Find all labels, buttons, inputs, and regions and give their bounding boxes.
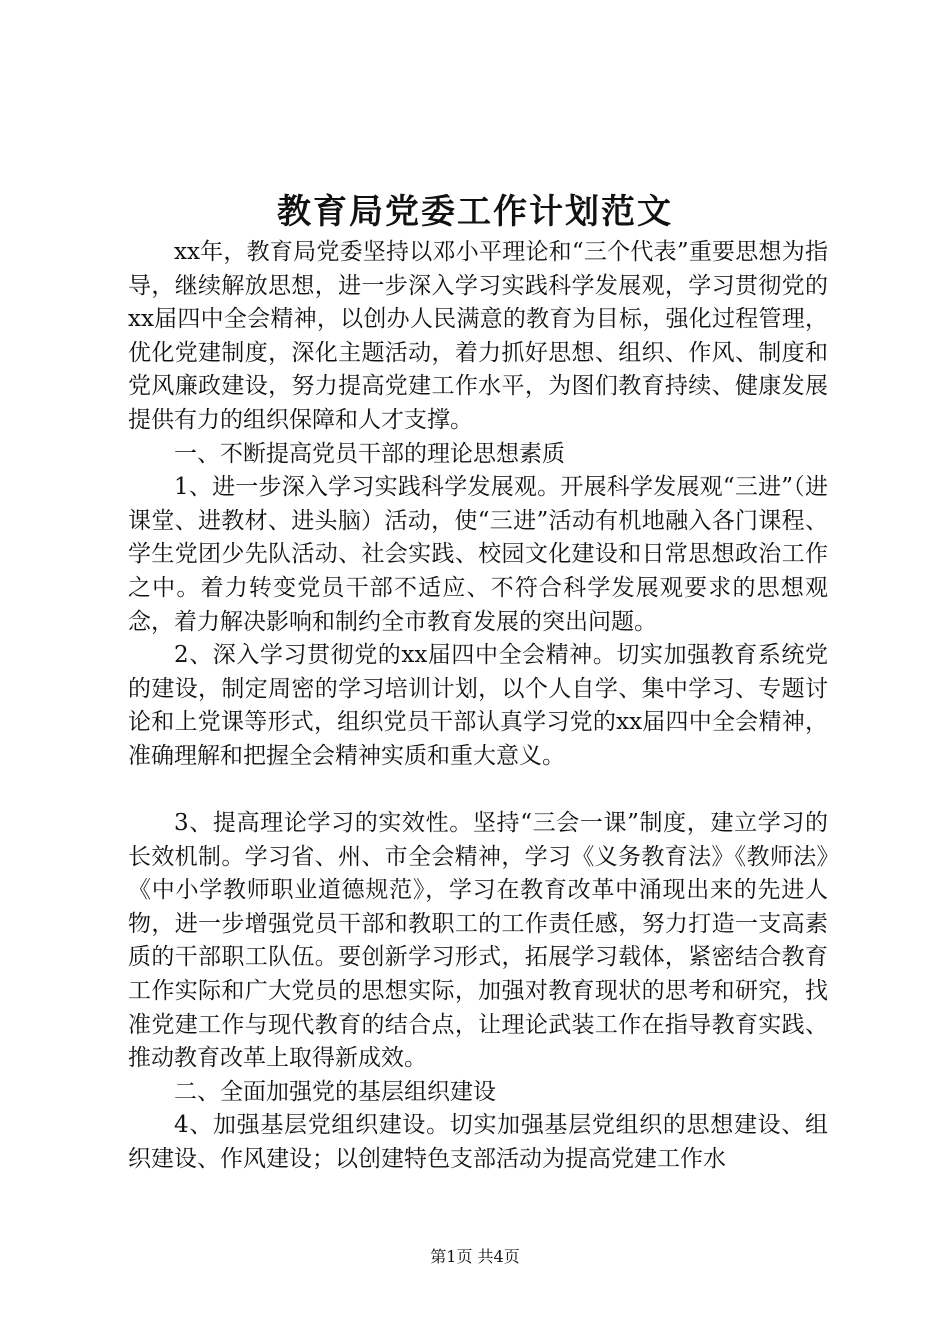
paragraph-item-3: 3、提高理论学习的实效性。坚持“三会一课”制度，建立学习的长效机制。学习省、州、市全会精神，学习《义务教育法》《教师法》《中小学教师职业道德规范》，学习在教育改革中涌现出来的先进人物，进一步增强党员干部和教职工的工作责任感，努力打造一支高素质的干部职工队伍。要创新学习形式，拓展学习载体，紧密结合教育工作实际和广大党员的思想实际，加强对教育现状的思考和研究，找准党建工作与现代教育的结合点，让理论武装工作在指导教育实践、推动教育改革上取得新成效。 [128, 810, 828, 1072]
paragraph-item-2: 2、深入学习贯彻党的xx届四中全会精神。切实加强教育系统党的建设，制定周密的学习培训计划，以个人自学、集中学习、专题讨论和上党课等形式，组织党员干部认真学习党的xx届四中全会精神，准确理解和把握全会精神实质和重大意义。 [128, 642, 828, 769]
page-footer: 第1页 共4页 [430, 1247, 520, 1266]
document-body [128, 236, 828, 1177]
paragraph-intro: xx年，教育局党委坚持以邓小平理论和“三个代表”重要思想为指导，继续解放思想，进一步深入学习实践科学发展观，学习贯彻党的xx届四中全会精神，以创办人民满意的教育为目标，强化过程管理，优化党建制度，深化主题活动，着力抓好思想、组织、作风、制度和党风廉政建设，努力提高党建工作水平，为图们教育持续、健康发展提供有力的组织保障和人才支撑。 [128, 239, 828, 433]
section-heading-1: 一、不断提高党员干部的理论思想素质 [174, 440, 565, 467]
paragraph-item-4: 4、加强基层党组织建设。切实加强基层党组织的思想建设、组织建设、作风建设；以创建特色支部活动为提高党建工作水 [128, 1112, 828, 1173]
document-title: 教育局党委工作计划范文 [277, 192, 673, 232]
paragraph-item-1: 1、进一步深入学习实践科学发展观。开展科学发展观“三进”（进课堂、进教材、进头脑）活动，使“三进”活动有机地融入各门课程、学生党团少先队活动、社会实践、校园文化建设和日常思想政治工作之中。着力转变党员干部不适应、不符合科学发展观要求的思想观念，着力解决影响和制约全市教育发展的突出问题。 [128, 474, 828, 635]
section-heading-2: 二、全面加强党的基层组织建设 [174, 1078, 496, 1105]
